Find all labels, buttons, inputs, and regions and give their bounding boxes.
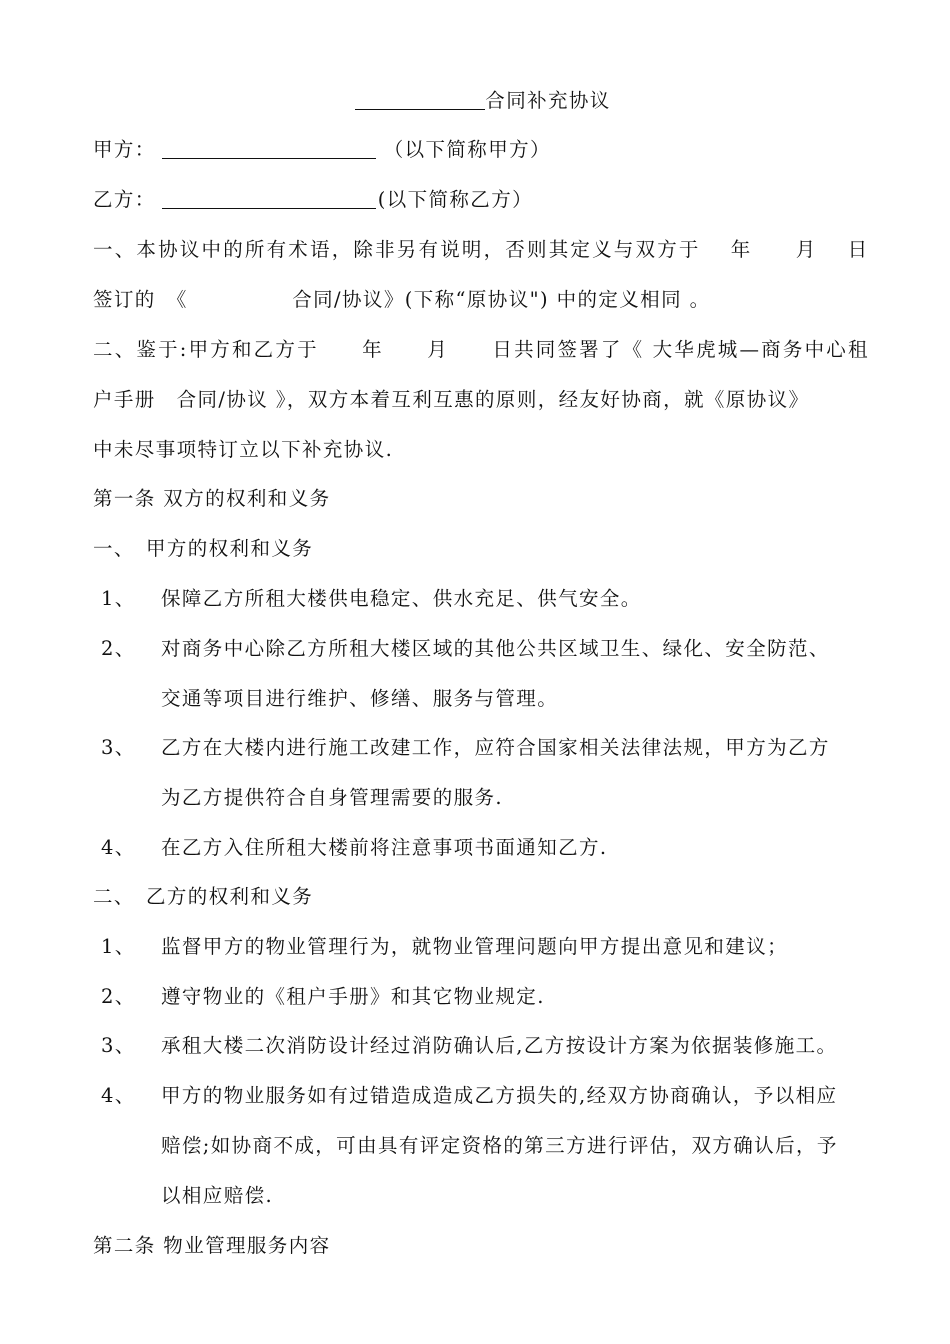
item-text: 遵守物业的《租户手册》和其它物业规定.: [161, 985, 545, 1008]
clause-1-line-1: 一、本协议中的所有术语，除非另有说明，否则其定义与双方于 年 月 日: [93, 238, 870, 261]
item-text: 保障乙方所租大楼供电稳定、供水充足、供气安全。: [161, 587, 642, 610]
item-text-continued: 为乙方提供符合自身管理需要的服务.: [161, 786, 503, 809]
item-number: 2、: [101, 637, 136, 660]
item-number: 1、: [101, 587, 136, 610]
article-1-heading: 第一条 双方的权利和义务: [93, 487, 331, 510]
title-blank[interactable]: [355, 89, 485, 110]
item-number: 1、: [101, 935, 136, 958]
item-text: 监督甲方的物业管理行为，就物业管理问题向甲方提出意见和建议；: [161, 935, 789, 958]
section-b-heading: 二、 乙方的权利和义务: [93, 885, 314, 908]
item-number: 3、: [101, 736, 136, 759]
article-2-heading: 第二条 物业管理服务内容: [93, 1234, 331, 1257]
item-number: 2、: [101, 985, 136, 1008]
item-text: 乙方在大楼内进行施工改建工作，应符合国家相关法律法规，甲方为乙方: [161, 736, 830, 759]
clause-2-line-2: 户手册 合同/协议 》，双方本着互利互惠的原则，经友好协商，就《原协议》: [93, 388, 810, 411]
item-number: 4、: [101, 1084, 136, 1107]
document-title: 合同补充协议: [0, 88, 950, 114]
item-text-continued: 交通等项目进行维护、修缮、服务与管理。: [161, 687, 559, 710]
item-number: 3、: [101, 1034, 136, 1057]
item-text-continued: 赔偿;如协商不成，可由具有评定资格的第三方进行评估，双方确认后，予: [161, 1134, 838, 1157]
item-text: 在乙方入住所租大楼前将注意事项书面通知乙方.: [161, 836, 608, 859]
party-a-blank[interactable]: [162, 138, 376, 159]
item-text: 对商务中心除乙方所租大楼区域的其他公共区域卫生、绿化、安全防范、: [161, 637, 830, 660]
section-a-heading: 一、 甲方的权利和义务: [93, 537, 314, 560]
clause-1-line-2: 签订的 《 合同/协议》(下称“原协议") 中的定义相同 。: [93, 288, 711, 311]
clause-2-line-1: 二、鉴于:甲方和乙方于 年 月 日共同签署了《 大华虎城—商务中心租: [93, 338, 870, 361]
party-b-blank[interactable]: [162, 188, 376, 209]
item-number: 4、: [101, 836, 136, 859]
clause-2-line-3: 中未尽事项特订立以下补充协议.: [93, 438, 394, 461]
party-a-line: 甲方： （以下简称甲方）: [93, 138, 551, 161]
item-text-continued: 以相应赔偿.: [161, 1184, 274, 1207]
item-text: 甲方的物业服务如有过错造成造成乙方损失的,经双方协商确认，予以相应: [161, 1084, 838, 1107]
item-text: 承租大楼二次消防设计经过消防确认后,乙方按设计方案为依据装修施工。: [161, 1034, 838, 1057]
party-b-line: 乙方： (以下简称乙方）: [93, 188, 534, 211]
